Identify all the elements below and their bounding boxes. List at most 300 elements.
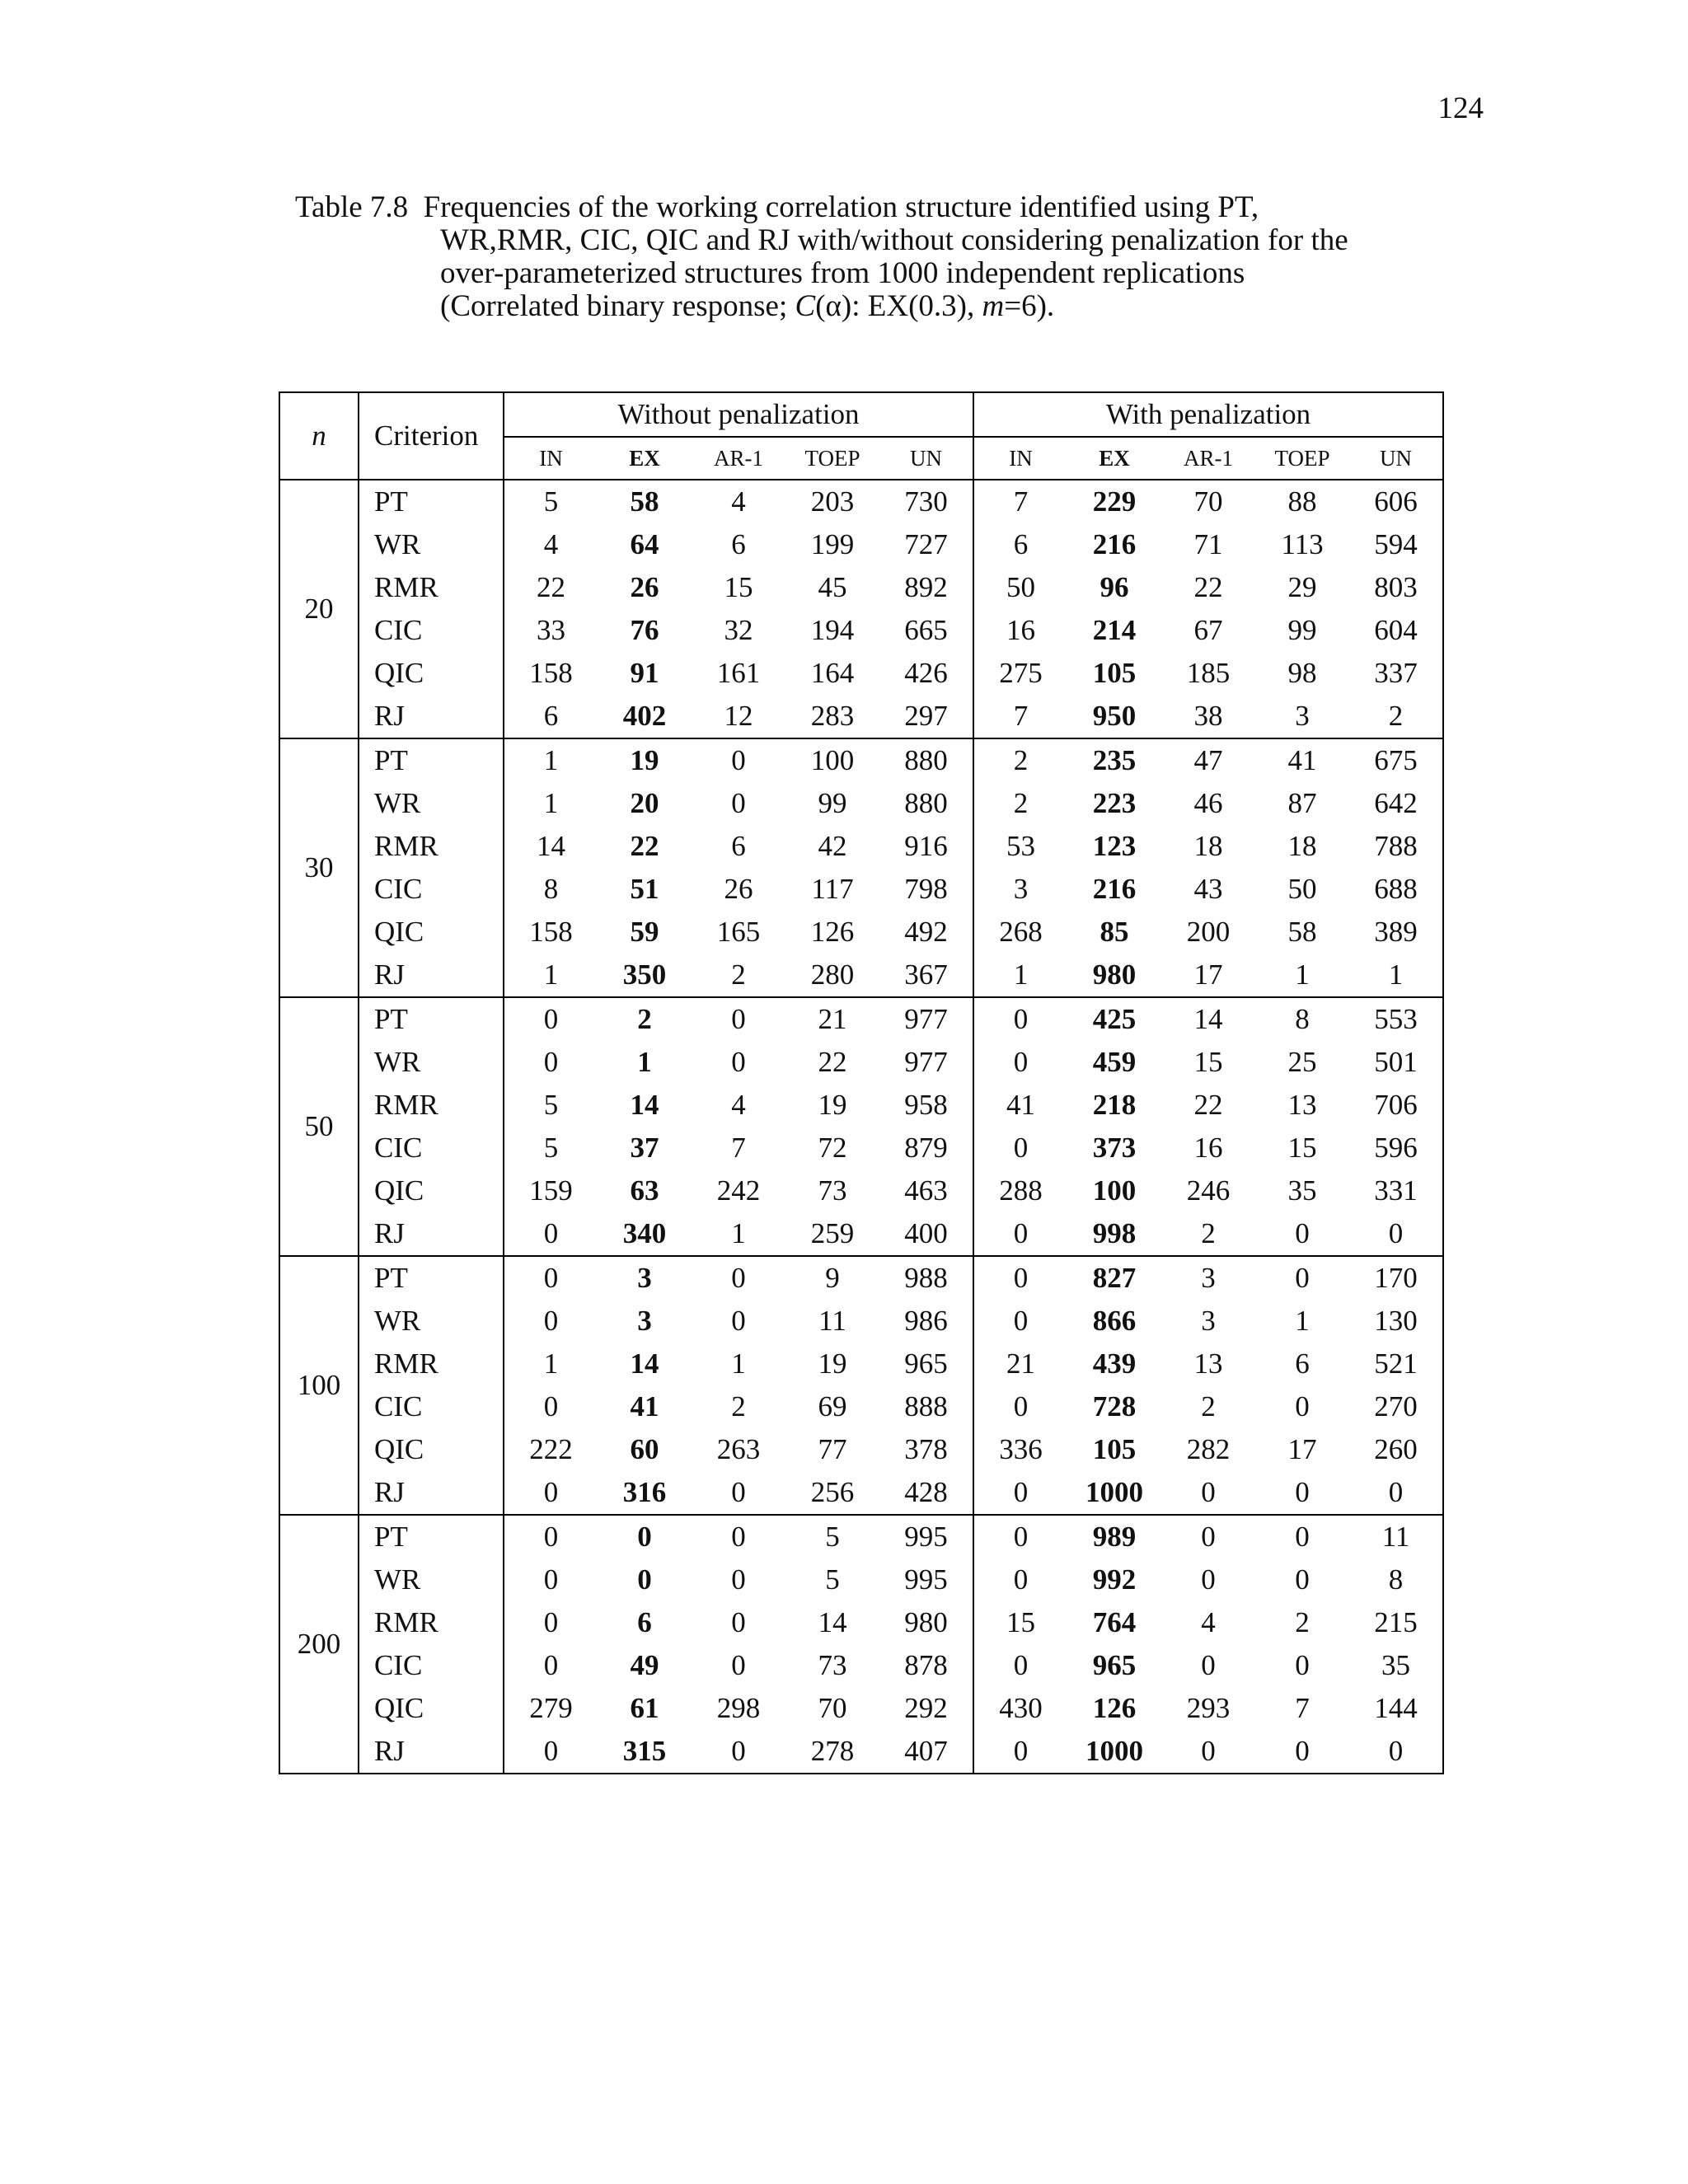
value-cell: 439 [1092, 1347, 1137, 1380]
value-cell: 158 [529, 657, 573, 689]
value-cell: 6 [543, 700, 559, 732]
value-cell: 337 [1349, 652, 1443, 695]
value-cell: 19 [598, 738, 692, 782]
value-cell: 0 [1161, 1730, 1255, 1774]
value-cell: 165 [716, 916, 761, 948]
value-cell: 463 [879, 1169, 973, 1212]
col-header: IN [504, 437, 598, 480]
value-cell: 216 [1092, 873, 1137, 905]
value-cell: 0 [543, 1563, 559, 1596]
value-cell: 6 [1013, 528, 1029, 560]
table-row [279, 954, 1443, 997]
value-cell: 0 [1255, 1730, 1349, 1774]
value-cell: 20 [630, 787, 659, 819]
value-cell: 803 [1349, 566, 1443, 609]
value-cell: 642 [1349, 782, 1443, 825]
value-cell: 0 [731, 1606, 746, 1638]
value-cell: 0 [1201, 1563, 1216, 1596]
value-cell: 0 [1013, 1305, 1029, 1337]
value-cell: 730 [879, 480, 973, 523]
value-cell: 19 [818, 1347, 847, 1380]
value-cell: 430 [999, 1692, 1043, 1724]
value-cell: 259 [810, 1217, 855, 1249]
value-cell: 425 [1067, 997, 1161, 1041]
value-cell: 0 [1295, 1476, 1310, 1508]
value-cell: 1 [1295, 1305, 1310, 1337]
value-cell: 41 [1006, 1089, 1035, 1121]
value-cell: 688 [1349, 868, 1443, 911]
criterion-cell: RMR [359, 1601, 504, 1644]
value-cell: 501 [1349, 1041, 1443, 1084]
value-cell: 0 [637, 1563, 652, 1596]
value-cell: 72 [818, 1132, 847, 1164]
value-cell: 222 [529, 1433, 573, 1465]
value-cell: 15 [1193, 1046, 1223, 1078]
value-cell: 2 [731, 1390, 746, 1422]
value-cell: 161 [716, 657, 761, 689]
table-row [279, 1212, 1443, 1256]
value-cell: 1000 [1085, 1476, 1143, 1508]
value-cell: 4 [1201, 1606, 1216, 1638]
caption-alpha: (α) [815, 289, 852, 323]
table-row [279, 1730, 1443, 1774]
value-cell: 126 [810, 916, 855, 948]
value-cell: 292 [879, 1687, 973, 1730]
value-cell: 798 [879, 868, 973, 911]
value-cell: 3 [1201, 1305, 1216, 1337]
value-cell: 0 [1349, 1730, 1443, 1774]
value-cell: 279 [529, 1692, 573, 1724]
value-cell: 22 [1193, 571, 1223, 603]
value-cell: 278 [785, 1730, 879, 1774]
value-cell: 14 [537, 830, 565, 862]
value-cell: 98 [1287, 657, 1317, 689]
table-row [279, 480, 1443, 523]
criterion-cell: QIC [359, 652, 504, 695]
value-cell: 594 [1349, 523, 1443, 566]
value-cell: 675 [1349, 738, 1443, 782]
value-cell: 0 [504, 1730, 598, 1774]
value-cell: 3 [1295, 700, 1310, 732]
value-cell: 988 [879, 1256, 973, 1300]
value-cell: 18 [1287, 830, 1317, 862]
table-row [279, 1084, 1443, 1127]
value-cell: 9 [785, 1256, 879, 1300]
value-cell: 46 [1193, 787, 1223, 819]
criterion-cell: RJ [359, 1212, 504, 1256]
value-cell: 950 [1092, 700, 1137, 732]
value-cell: 0 [692, 997, 785, 1041]
value-cell: 76 [630, 614, 659, 646]
col-header: TOEP [1255, 437, 1349, 480]
value-cell: 0 [692, 1515, 785, 1558]
value-cell: 0 [973, 1515, 1067, 1558]
value-cell: 0 [1013, 1649, 1029, 1681]
table-row [279, 1515, 1443, 1558]
value-cell: 1000 [1067, 1730, 1161, 1774]
value-cell: 282 [1186, 1433, 1231, 1465]
value-cell: 158 [529, 916, 573, 948]
value-cell: 0 [1161, 1515, 1255, 1558]
table-row [279, 695, 1443, 738]
criterion-cell: RJ [359, 954, 504, 997]
criterion-cell: WR [359, 523, 504, 566]
value-cell: 0 [543, 1390, 559, 1422]
value-cell: 0 [731, 1649, 746, 1681]
value-cell: 42 [818, 830, 847, 862]
value-cell: 288 [999, 1174, 1043, 1207]
value-cell: 316 [622, 1476, 667, 1508]
criterion-cell: PT [359, 1256, 504, 1300]
table-row [279, 566, 1443, 609]
value-cell: 3 [1013, 873, 1029, 905]
value-cell: 428 [879, 1471, 973, 1515]
value-cell: 5 [825, 1563, 840, 1596]
value-cell: 297 [879, 695, 973, 738]
table-caption [295, 191, 1449, 323]
value-cell: 216 [1092, 528, 1137, 560]
value-cell: 2 [1013, 787, 1029, 819]
value-cell: 7 [731, 1132, 746, 1164]
value-cell: 49 [630, 1649, 659, 1681]
value-cell: 130 [1349, 1300, 1443, 1343]
value-cell: 58 [1287, 916, 1317, 948]
value-cell: 0 [731, 1305, 746, 1337]
table-row [279, 652, 1443, 695]
value-cell: 880 [879, 738, 973, 782]
value-cell: 367 [879, 954, 973, 997]
value-cell: 215 [1349, 1601, 1443, 1644]
value-cell: 50 [1006, 571, 1035, 603]
value-cell: 14 [1161, 997, 1255, 1041]
value-cell: 1 [731, 1347, 746, 1380]
value-cell: 2 [598, 997, 692, 1041]
value-cell: 0 [543, 1476, 559, 1508]
value-cell: 0 [731, 1563, 746, 1596]
value-cell: 144 [1349, 1687, 1443, 1730]
value-cell: 0 [973, 1256, 1067, 1300]
value-cell: 67 [1193, 614, 1223, 646]
value-cell: 0 [1295, 1217, 1310, 1249]
table-row [279, 1041, 1443, 1084]
col-header: TOEP [785, 437, 879, 480]
value-cell: 0 [1013, 1046, 1029, 1078]
value-cell: 59 [630, 916, 659, 948]
criterion-cell: QIC [359, 1428, 504, 1471]
col-header: IN [973, 437, 1067, 480]
value-cell: 0 [1201, 1476, 1216, 1508]
value-cell: 99 [1287, 614, 1317, 646]
value-cell: 64 [630, 528, 659, 560]
value-cell: 283 [810, 700, 855, 732]
n-cell: 50 [279, 997, 359, 1256]
value-cell: 977 [879, 1041, 973, 1084]
value-cell: 270 [1349, 1385, 1443, 1428]
value-cell: 1 [637, 1046, 652, 1078]
value-cell: 459 [1092, 1046, 1137, 1078]
n-cell: 100 [279, 1256, 359, 1515]
value-cell: 170 [1349, 1256, 1443, 1300]
value-cell: 0 [1013, 1563, 1029, 1596]
value-cell: 16 [1193, 1132, 1223, 1164]
criterion-cell: RMR [359, 825, 504, 868]
value-cell: 256 [810, 1476, 855, 1508]
value-cell: 2 [1201, 1217, 1216, 1249]
criterion-cell: CIC [359, 1127, 504, 1169]
value-cell: 18 [1193, 830, 1223, 862]
table-row [279, 782, 1443, 825]
value-cell: 400 [879, 1212, 973, 1256]
value-cell: 6 [1295, 1347, 1310, 1380]
criterion-cell: QIC [359, 1169, 504, 1212]
value-cell: 606 [1349, 480, 1443, 523]
value-cell: 14 [630, 1347, 659, 1380]
value-cell: 0 [1295, 1563, 1310, 1596]
value-cell: 492 [879, 911, 973, 954]
value-cell: 5 [785, 1515, 879, 1558]
value-cell: 0 [973, 1730, 1067, 1774]
table-row [279, 1687, 1443, 1730]
value-cell: 0 [543, 1305, 559, 1337]
value-cell: 0 [731, 1476, 746, 1508]
caption-label: Table 7.8 [295, 190, 409, 224]
value-cell: 0 [504, 1515, 598, 1558]
value-cell: 958 [879, 1084, 973, 1127]
value-cell: 5 [543, 1132, 559, 1164]
value-cell: 123 [1092, 830, 1137, 862]
value-cell: 727 [879, 523, 973, 566]
value-cell: 980 [879, 1601, 973, 1644]
value-cell: 892 [879, 566, 973, 609]
value-cell: 70 [818, 1692, 847, 1724]
header-with-penalization: With penalization [973, 392, 1443, 437]
value-cell: 26 [724, 873, 753, 905]
table-row [279, 609, 1443, 652]
value-cell: 0 [1349, 1212, 1443, 1256]
value-cell: 37 [630, 1132, 659, 1164]
value-cell: 113 [1281, 528, 1324, 560]
value-cell: 0 [543, 1649, 559, 1681]
col-header: EX [1067, 437, 1161, 480]
criterion-cell: QIC [359, 1687, 504, 1730]
value-cell: 373 [1092, 1132, 1137, 1164]
value-cell: 105 [1092, 657, 1137, 689]
value-cell: 8 [1349, 1558, 1443, 1601]
page-number: 124 [1437, 91, 1484, 125]
value-cell: 1 [731, 1217, 746, 1249]
value-cell: 14 [818, 1606, 847, 1638]
value-cell: 223 [1092, 787, 1137, 819]
value-cell: 17 [1193, 958, 1223, 991]
value-cell: 38 [1193, 700, 1223, 732]
table-row [279, 1300, 1443, 1343]
value-cell: 336 [999, 1433, 1043, 1465]
header-criterion: Criterion [359, 392, 504, 480]
value-cell: 73 [818, 1649, 847, 1681]
value-cell: 105 [1092, 1433, 1137, 1465]
value-cell: 2 [1349, 695, 1443, 738]
value-cell: 87 [1287, 787, 1317, 819]
value-cell: 1 [1295, 958, 1310, 991]
value-cell: 280 [810, 958, 855, 991]
col-header: EX [598, 437, 692, 480]
value-cell: 0 [543, 1046, 559, 1078]
header-without-penalization: Without penalization [504, 392, 973, 437]
value-cell: 995 [879, 1515, 973, 1558]
value-cell: 0 [692, 1256, 785, 1300]
value-cell: 26 [630, 571, 659, 603]
criterion-cell: WR [359, 782, 504, 825]
value-cell: 13 [1193, 1347, 1223, 1380]
value-cell: 15 [1006, 1606, 1035, 1638]
value-cell: 1 [1349, 954, 1443, 997]
value-cell: 916 [879, 825, 973, 868]
value-cell: 0 [731, 787, 746, 819]
criterion-cell: RJ [359, 695, 504, 738]
value-cell: 0 [543, 1217, 559, 1249]
value-cell: 260 [1349, 1428, 1443, 1471]
value-cell: 0 [598, 1515, 692, 1558]
value-cell: 164 [810, 657, 855, 689]
caption-line-4 [295, 290, 1449, 323]
value-cell: 19 [818, 1089, 847, 1121]
value-cell: 888 [879, 1385, 973, 1428]
table-row [279, 825, 1443, 868]
table-row [279, 1471, 1443, 1515]
table-row [279, 1169, 1443, 1212]
value-cell: 340 [622, 1217, 667, 1249]
value-cell: 0 [1013, 1132, 1029, 1164]
value-cell: 0 [1013, 1390, 1029, 1422]
value-cell: 728 [1092, 1390, 1137, 1422]
value-cell: 73 [818, 1174, 847, 1207]
value-cell: 6 [731, 528, 746, 560]
value-cell: 70 [1161, 480, 1255, 523]
value-cell: 0 [504, 997, 598, 1041]
value-cell: 100 [785, 738, 879, 782]
criterion-cell: WR [359, 1558, 504, 1601]
value-cell: 21 [1006, 1347, 1035, 1380]
value-cell: 218 [1092, 1089, 1137, 1121]
caption-c-symbol: C [795, 289, 816, 323]
value-cell: 788 [1349, 825, 1443, 868]
value-cell: 63 [630, 1174, 659, 1207]
table-body [279, 480, 1443, 1774]
value-cell: 15 [1287, 1132, 1317, 1164]
table-row [279, 1558, 1443, 1601]
value-cell: 60 [630, 1433, 659, 1465]
table-row [279, 868, 1443, 911]
value-cell: 35 [1287, 1174, 1317, 1207]
value-cell: 6 [637, 1606, 652, 1638]
value-cell: 8 [543, 873, 559, 905]
value-cell: 91 [630, 657, 659, 689]
value-cell: 315 [598, 1730, 692, 1774]
value-cell: 22 [1193, 1089, 1223, 1121]
caption-line-4-pre: (Correlated binary response; [440, 289, 795, 323]
value-cell: 13 [1287, 1089, 1317, 1121]
value-cell: 11 [1349, 1515, 1443, 1558]
criterion-cell: PT [359, 738, 504, 782]
value-cell: 214 [1092, 614, 1137, 646]
value-cell: 389 [1349, 911, 1443, 954]
value-cell: 3 [598, 1256, 692, 1300]
value-cell: 99 [818, 787, 847, 819]
value-cell: 199 [810, 528, 855, 560]
value-cell: 275 [999, 657, 1043, 689]
value-cell: 29 [1287, 571, 1317, 603]
value-cell: 43 [1193, 873, 1223, 905]
value-cell: 2 [731, 958, 746, 991]
table-row [279, 1601, 1443, 1644]
value-cell: 0 [692, 738, 785, 782]
value-cell: 61 [630, 1692, 659, 1724]
value-cell: 246 [1186, 1174, 1231, 1207]
value-cell: 880 [879, 782, 973, 825]
criterion-cell: QIC [359, 911, 504, 954]
value-cell: 22 [818, 1046, 847, 1078]
value-cell: 22 [537, 571, 565, 603]
value-cell: 47 [1161, 738, 1255, 782]
value-cell: 1 [543, 787, 559, 819]
value-cell: 33 [537, 614, 565, 646]
criterion-cell: RJ [359, 1471, 504, 1515]
value-cell: 96 [1100, 571, 1129, 603]
value-cell: 25 [1287, 1046, 1317, 1078]
value-cell: 5 [504, 480, 598, 523]
value-cell: 0 [1255, 1515, 1349, 1558]
criterion-cell: RJ [359, 1730, 504, 1774]
value-cell: 17 [1287, 1433, 1317, 1465]
col-header: AR-1 [692, 437, 785, 480]
value-cell: 100 [1092, 1174, 1137, 1207]
value-cell: 553 [1349, 997, 1443, 1041]
table-row [279, 911, 1443, 954]
header-n: n [279, 392, 359, 480]
value-cell: 986 [879, 1300, 973, 1343]
value-cell: 879 [879, 1127, 973, 1169]
value-cell: 0 [504, 1256, 598, 1300]
value-cell: 989 [1067, 1515, 1161, 1558]
caption-line-4-mid: : EX(0.3), [851, 289, 982, 323]
value-cell: 53 [1006, 830, 1035, 862]
value-cell: 229 [1067, 480, 1161, 523]
value-cell: 51 [630, 873, 659, 905]
value-cell: 22 [630, 830, 659, 862]
value-cell: 41 [630, 1390, 659, 1422]
value-cell: 521 [1349, 1343, 1443, 1385]
value-cell: 242 [716, 1174, 761, 1207]
value-cell: 2 [1201, 1390, 1216, 1422]
value-cell: 45 [818, 571, 847, 603]
table-row [279, 1644, 1443, 1687]
value-cell: 1 [543, 1347, 559, 1380]
value-cell: 0 [1255, 1256, 1349, 1300]
n-cell: 30 [279, 738, 359, 997]
value-cell: 378 [879, 1428, 973, 1471]
value-cell: 0 [692, 1730, 785, 1774]
value-cell: 350 [622, 958, 667, 991]
table-row [279, 997, 1443, 1041]
value-cell: 0 [1295, 1390, 1310, 1422]
value-cell: 1 [543, 958, 559, 991]
value-cell: 827 [1067, 1256, 1161, 1300]
value-cell: 980 [1092, 958, 1137, 991]
caption-line-3: over-parameterized structures from 1000 independent replications [440, 256, 1245, 290]
value-cell: 977 [879, 997, 973, 1041]
value-cell: 3 [1161, 1256, 1255, 1300]
caption-m-symbol: m [982, 289, 1005, 323]
